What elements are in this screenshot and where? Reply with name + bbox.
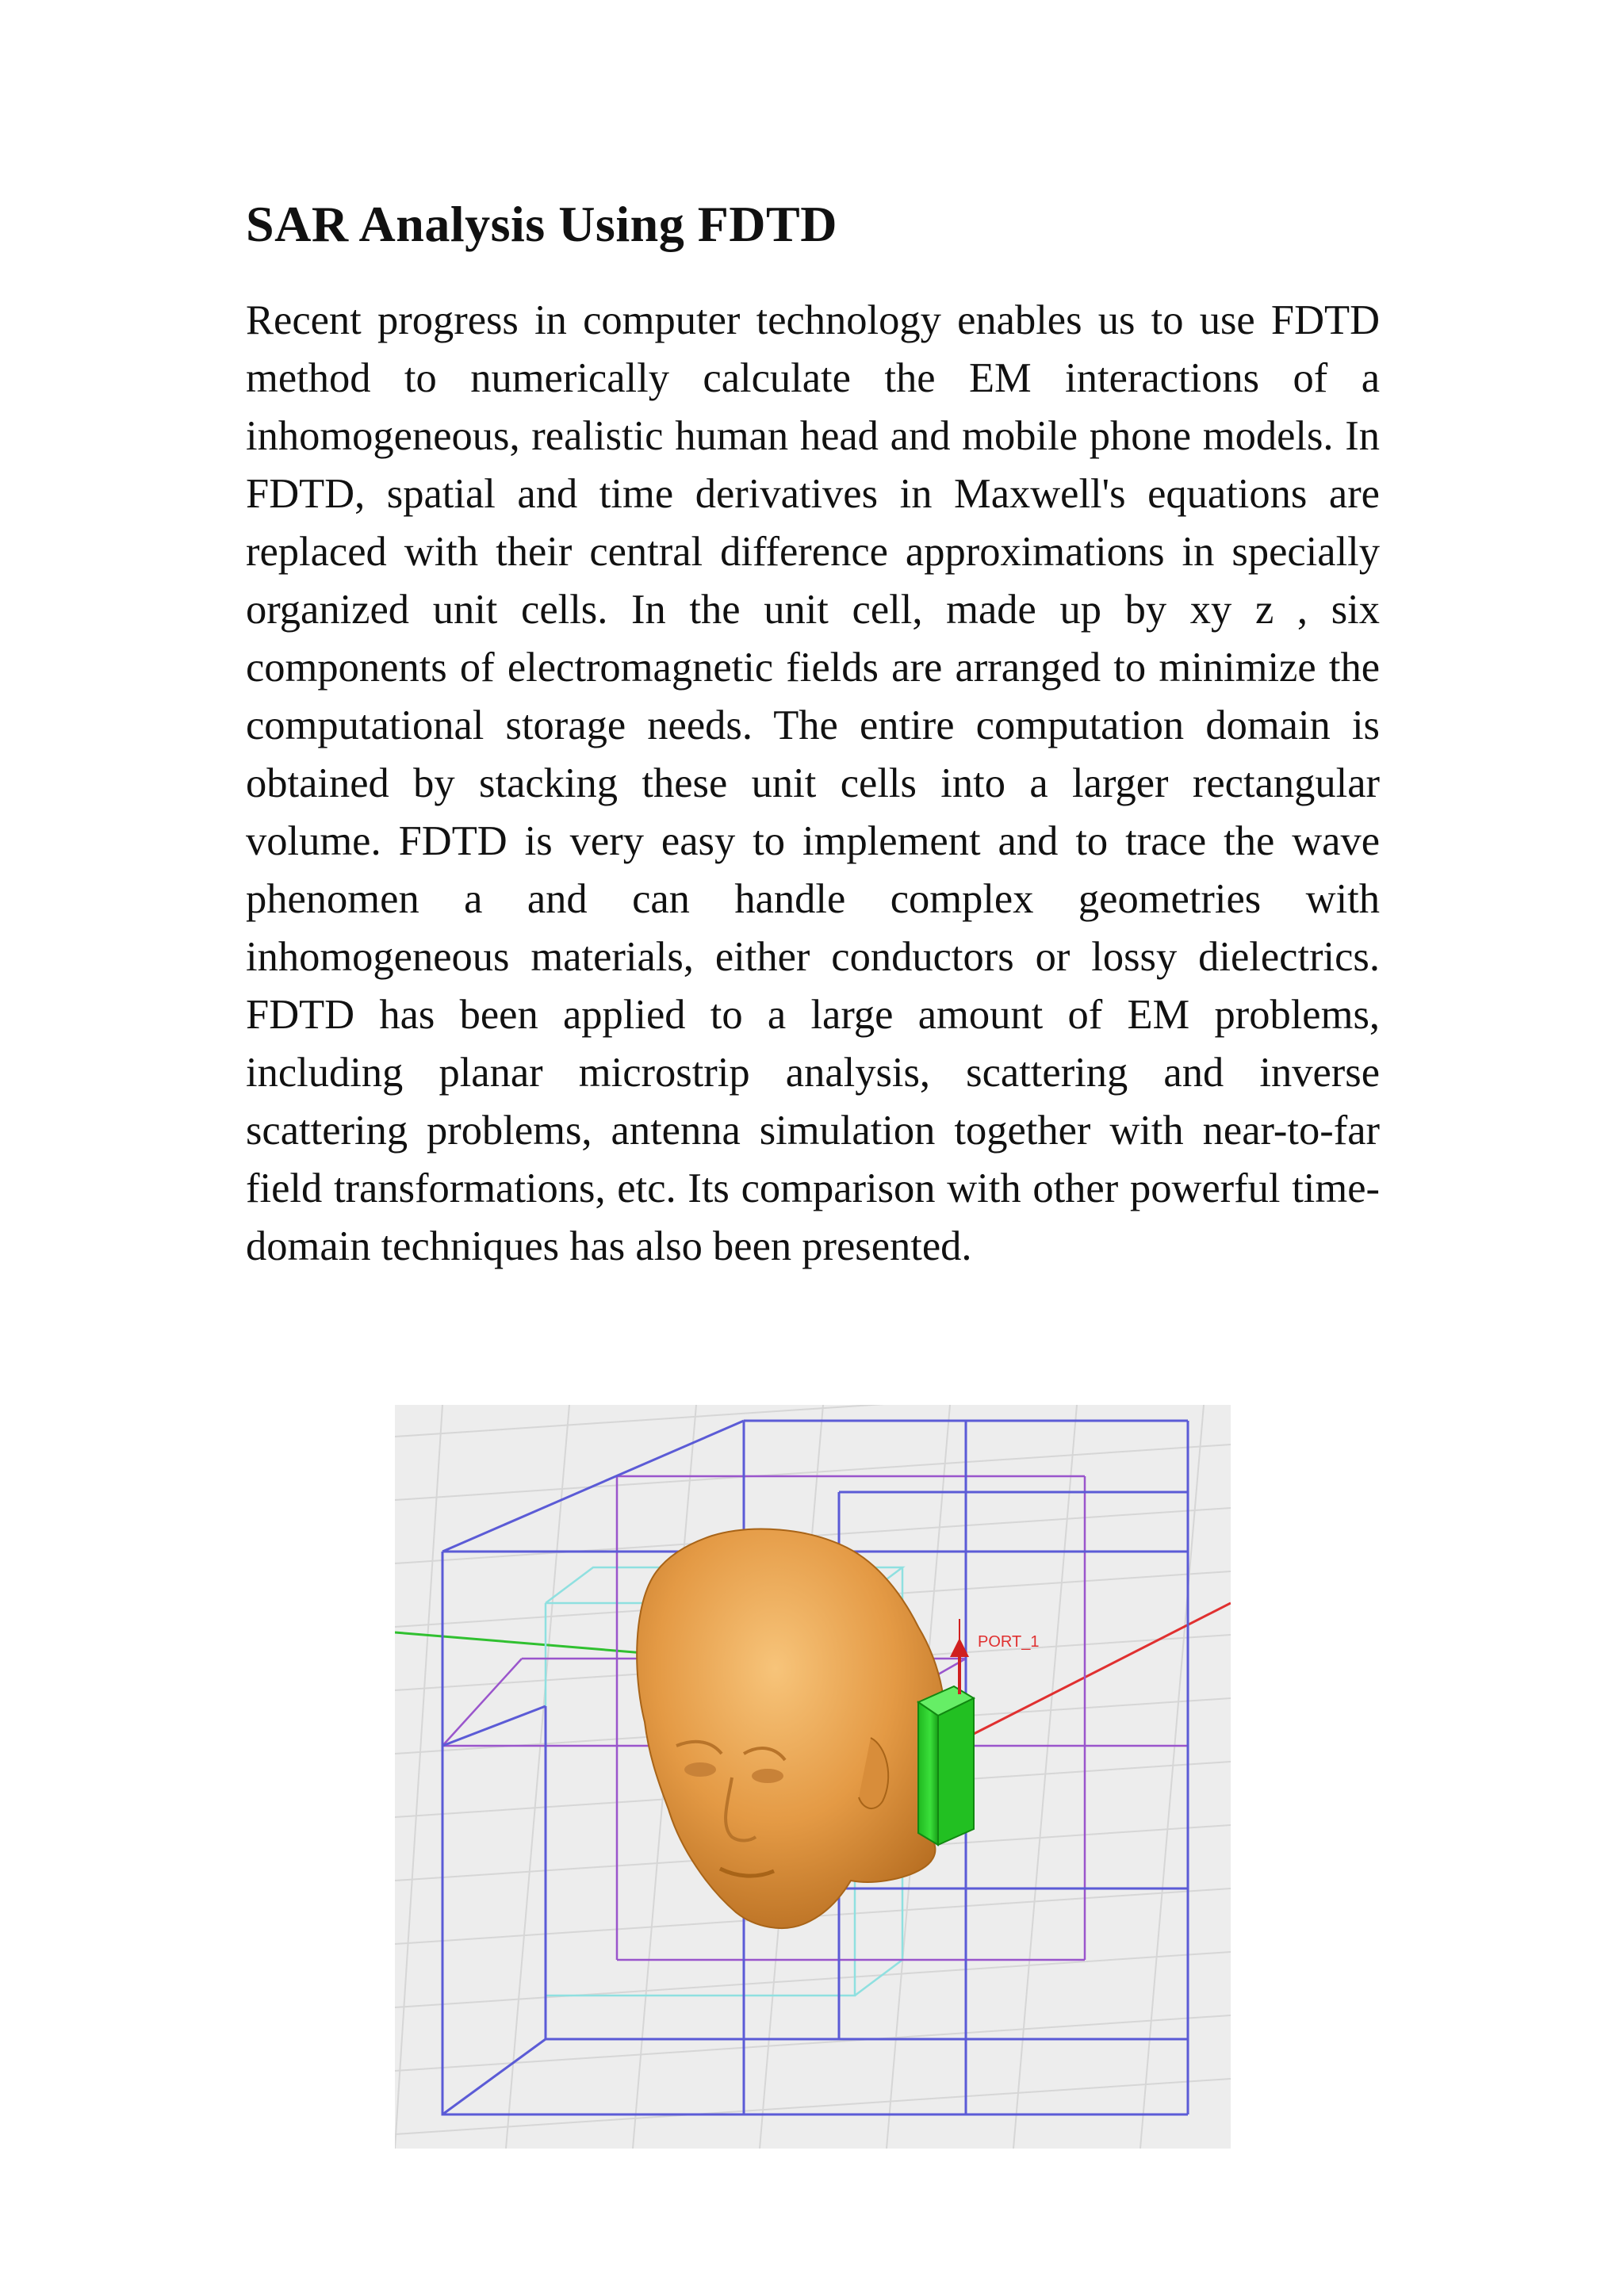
document-title: SAR Analysis Using FDTD <box>246 196 837 252</box>
port-label: PORT_1 <box>978 1633 1040 1651</box>
fdtd-scene <box>395 1405 1231 2149</box>
fdtd-head-model-figure <box>395 1405 1231 2149</box>
body-paragraph: Recent progress in computer technology enables us to use FDTD method to numerically calculate the EM interactions of a inhomogeneous, realistic human head and mobile phone models. In FDTD, spatial and time derivatives in Maxwell's equations are replaced with their central difference approximations in specially organized unit cells. In the unit cell, made up by xy z , six components of electromagnetic fields are arranged to minimize the computational storage needs. The entire computation domain is obtained by stacking these unit cells into a larger rectangular volume. FDTD is very easy to implement and to trace the wave phenomen a and can handle complex geometries with inhomogeneous materials, either conductors or lossy dielectrics. FDTD has been applied to a large amount of EM problems, including planar microstrip analysis, scattering and inverse scattering problems, antenna simulation together with near-to-far field transformations, etc. Its comparison with other powerful time-domain techniques has also been presented. <box>246 297 1380 1269</box>
